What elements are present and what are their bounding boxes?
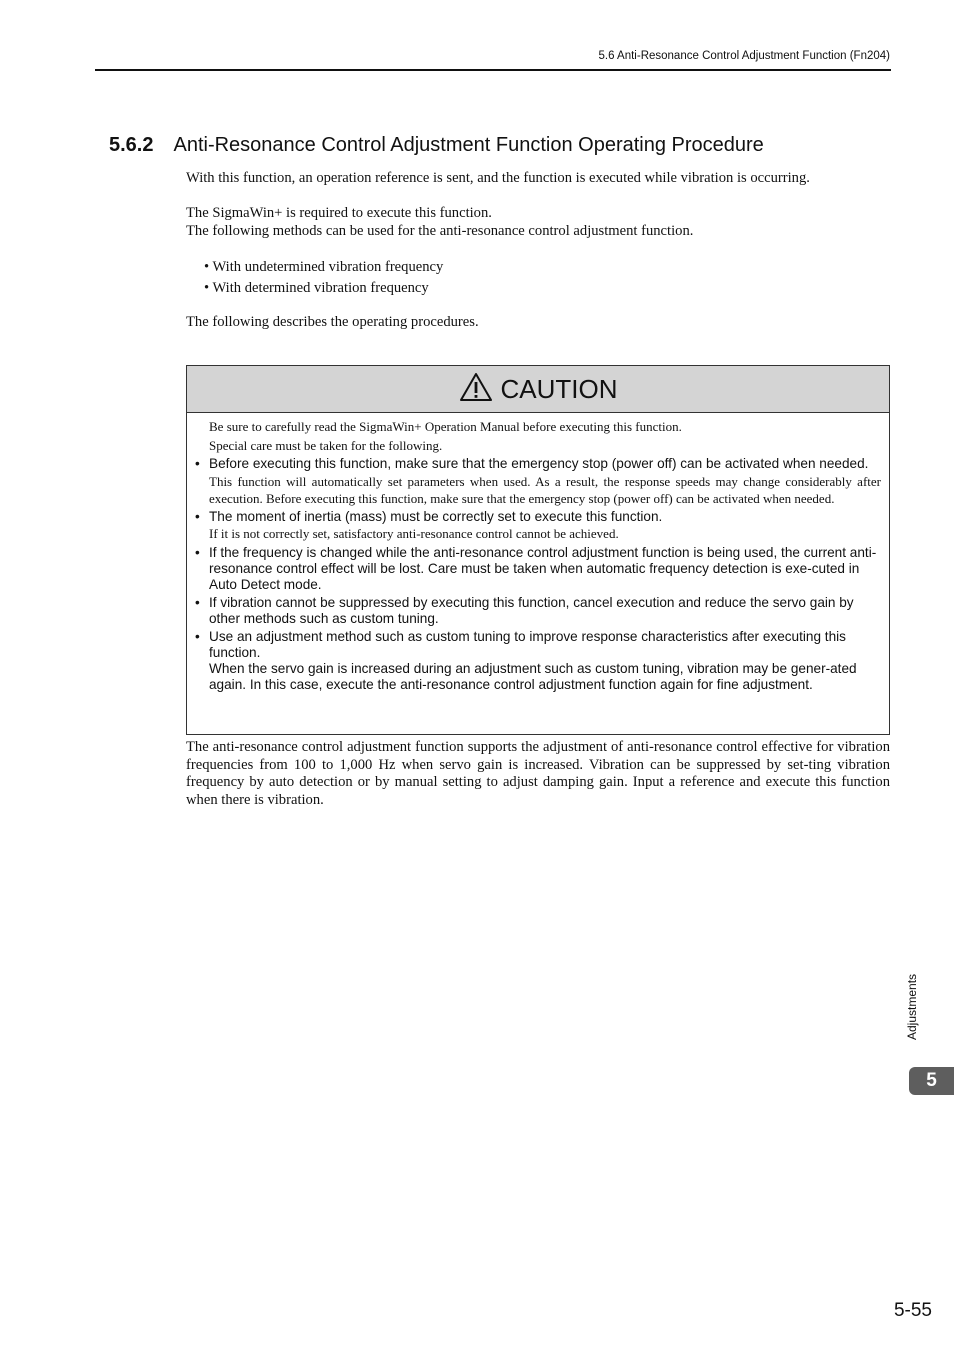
section-heading: [109, 134, 764, 157]
section-number: 5.6.2: [109, 134, 154, 156]
methods-list: [204, 257, 443, 299]
procedures-intro: The following describes the operating procedures.: [186, 314, 479, 330]
caution-item: [195, 544, 881, 593]
caution-box: [186, 365, 890, 735]
chapter-tab: 5: [909, 1067, 954, 1095]
caution-item-note: When the servo gain is increased during an adjustment such as custom tuning, vibration may be gener-ated again. In this case, execute the anti-resonance control adjustment function again for fine adjustment.: [209, 660, 857, 692]
bullet-dot: •: [195, 456, 200, 471]
caution-item-text: If vibration cannot be suppressed by executing this function, cancel execution and reduce the servo gain by other methods such as custom tuning.: [209, 594, 854, 626]
page-number: 5-55: [893, 1300, 932, 1321]
side-chapter-label: Adjustments: [905, 973, 919, 1040]
caution-line: Special care must be taken for the following.: [209, 437, 443, 453]
warning-triangle-icon: [459, 372, 493, 407]
caution-item-text: Use an adjustment method such as custom tuning to improve response characteristics after executing this function.: [209, 628, 846, 660]
caution-item-note: If it is not correctly set, satisfactory anti-resonance control cannot be achieved.: [209, 526, 619, 541]
caution-title: CAUTION: [500, 373, 618, 404]
caution-item: [195, 628, 881, 661]
section-title: Anti-Resonance Control Adjustment Function Operating Procedure: [173, 134, 764, 156]
requirement-line: The SigmaWin+ is required to execute this function.: [186, 205, 492, 221]
bullet-dot: •: [195, 594, 200, 610]
caution-body: [187, 413, 889, 693]
list-item: • With determined vibration frequency: [204, 280, 429, 296]
caution-item-text: If the frequency is changed while the anti-resonance control adjustment function is being used, the current anti-resonance control effect will be lost. Care must be taken when automatic frequency detection is exe-cuted in Auto Detect mode.: [209, 544, 877, 592]
methods-line: The following methods can be used for the anti-resonance control adjustment function.: [186, 222, 694, 239]
caution-item-text: Before executing this function, make sure that the emergency stop (power off) can be activated when needed.: [209, 456, 869, 471]
bullet-dot: •: [195, 544, 200, 560]
caution-item-note: This function will automatically set parameters when used. As a result, the response speeds may change considerably after execution. Before executing this function, make sure that the emergency stop (power off) can be activated when needed.: [209, 474, 881, 506]
header-rule: [95, 69, 891, 71]
caution-item: [195, 594, 881, 627]
list-item: • With undetermined vibration frequency: [204, 259, 444, 275]
caution-item-text: The moment of inertia (mass) must be correctly set to execute this function.: [209, 509, 663, 524]
bullet-dot: •: [195, 628, 200, 644]
caution-header: [187, 366, 889, 413]
running-header: 5.6 Anti-Resonance Control Adjustment Function (Fn204): [598, 50, 890, 62]
caution-item: [195, 456, 881, 472]
caution-line: Be sure to carefully read the SigmaWin+ Operation Manual before executing this function.: [209, 419, 682, 434]
caution-item: [195, 509, 881, 525]
closing-paragraph: The anti-resonance control adjustment function supports the adjustment of anti-resonance control effective for vibration frequencies from 100 to 1,000 Hz when servo gain is increased. Vibration can be suppressed by set-ting vibration frequency by auto detection or by manual setting to adjust damping gain. Input a reference and execute this function when there is vibration.: [186, 739, 890, 808]
requirement-paragraph: [186, 205, 890, 240]
bullet-dot: •: [195, 509, 200, 524]
intro-paragraph: With this function, an operation reference is sent, and the function is executed while vibration is occurring.: [186, 170, 810, 186]
